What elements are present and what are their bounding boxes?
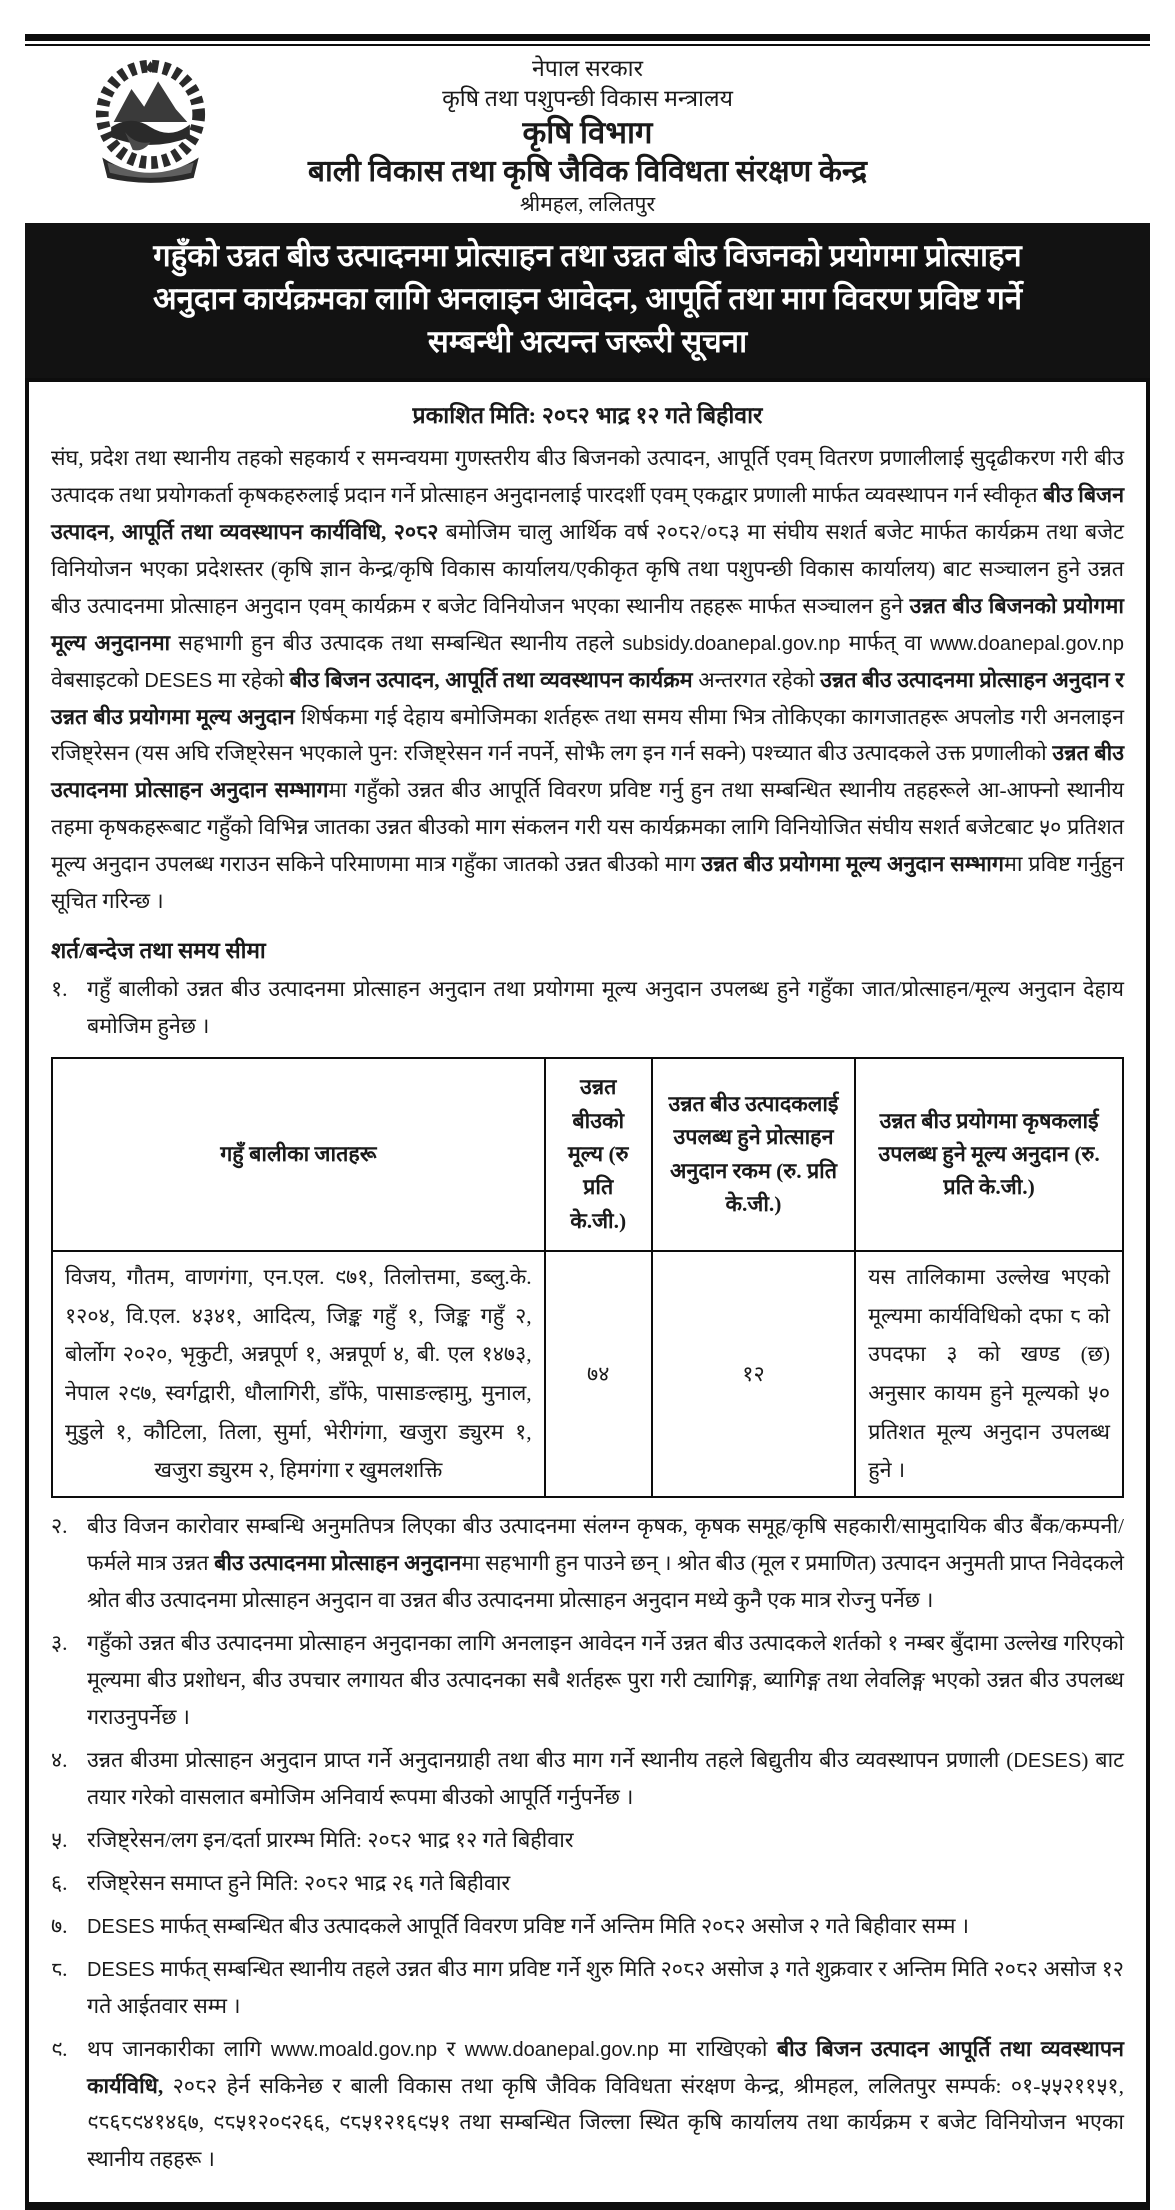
item-number: ४. xyxy=(51,1747,68,1772)
producer-incentive-cell: १२ xyxy=(652,1251,855,1497)
col-header-seed-price: उन्नत बीउको मूल्य (रु प्रति के.जी.) xyxy=(545,1058,652,1251)
item-text xyxy=(87,1951,1124,2025)
banner-line-1: गहुँको उन्नत बीउ उत्पादनमा प्रोत्साहन तथा उन्नत बीउ विजनको प्रयोगमा प्रोत्साहन xyxy=(153,238,1022,274)
item-text: गहुँको उन्नत बीउ उत्पादनमा प्रोत्साहन अनुदानका लागि अनलाइन आवेदन गर्ने उन्नत बीउ उत्पादकले शर्तको १ नम्बर बुँदामा उल्लेख गरिएको मूल्यमा बीउ प्रशोधन, बीउ उपचार लगायत बीउ उत्पादनका सबै शर्तहरू पुरा गरी ट्यागिङ्ग, ब्यागिङ्ग तथा लेवलिङ्ग भएको उन्नत बीउ उपलब्ध गराउनुपर्नेछ । xyxy=(87,1630,1124,1729)
item-seg: ) बाट तयार गरेको वासलात बमोजिम अनिवार्य रूपमा बीउको आपूर्ति गर्नुपर्नेछ । xyxy=(87,1747,1124,1809)
doanepal-url: www.doanepal.gov.np xyxy=(929,632,1124,655)
terms-heading: शर्त/बन्देज तथा समय सीमा xyxy=(51,938,266,964)
letterhead xyxy=(25,46,1150,223)
intro-seg: मार्फत् वा xyxy=(840,630,930,655)
item-text xyxy=(87,2031,1124,2179)
item-text: रजिष्ट्रेसन समाप्त हुने मिति: २०८२ भाद्र २६ गते बिहीवार xyxy=(87,1870,511,1895)
department-name: कृषि विभाग xyxy=(522,114,653,150)
centre-address: श्रीमहल, ललितपुर xyxy=(519,192,656,217)
table-row xyxy=(52,1251,1123,1497)
term-item-5 xyxy=(51,1822,1124,1859)
subsidy-portal-url: subsidy.doanepal.gov.np xyxy=(622,632,841,655)
intro-seg-bold: बीउ बिजन उत्पादन, आपूर्ति तथा व्यवस्थापन कार्यक्रम xyxy=(289,667,693,692)
intro-seg-bold: उन्नत बीउ बिजनको प्रयोगमा मूल्य अनुदानमा xyxy=(51,593,1124,655)
item-seg: र xyxy=(437,2036,465,2061)
item-text xyxy=(87,1742,1124,1816)
intro-seg-bold: उन्नत बीउ प्रयोगमा मूल्य अनुदान सम्भाग xyxy=(701,852,1004,877)
intro-paragraph xyxy=(51,440,1124,921)
item-text: गहुँ बालीको उन्नत बीउ उत्पादनमा प्रोत्साहन अनुदान तथा प्रयोगमा मूल्य अनुदान उपलब्ध हुने गहुँका जात/प्रोत्साहन/मूल्य अनुदान देहाय बमोजिम हुनेछ । xyxy=(87,977,1124,1039)
intro-seg: सहभागी हुन बीउ उत्पादक तथा सम्बन्धित स्थानीय तहले xyxy=(170,630,623,655)
govt-name: नेपाल सरकार xyxy=(531,56,644,81)
intro-seg: शिर्षकमा गई देहाय बमोजिमका शर्तहरू तथा समय सीमा भित्र तोकिएका कागजातहरू अपलोड गरी अनलाइन रजिष्ट्रेसन (यस अघि रजिष्ट्रेसन भएकाले पुन: रजिष्ट्रेसन गर्न नपर्ने, सोझै लग इन गर्न सक्ने) पश्च्यात बीउ उत्पादकले उक्त प्रणालीको xyxy=(51,704,1124,766)
col-header-farmer-price-subsidy: उन्नत बीउ प्रयोगमा कृषकलाई उपलब्ध हुने मूल्य अनुदान (रु. प्रति के.जी.) xyxy=(855,1058,1123,1251)
item-number: ७. xyxy=(51,1913,68,1938)
banner-line-3: सम्बन्धी अत्यन्त जरूरी सूचना xyxy=(427,323,748,359)
doanepal-url: www.doanepal.gov.np xyxy=(464,2038,659,2061)
moald-url: www.moald.gov.np xyxy=(270,2038,438,2061)
wheat-subsidy-table xyxy=(51,1057,1124,1498)
col-header-producer-incentive: उन्नत बीउ उत्पादकलाई उपलब्ध हुने प्रोत्साहन अनुदान रकम (रु. प्रति के.जी.) xyxy=(652,1058,855,1251)
intro-seg: मा रहेको xyxy=(212,667,290,692)
term-item-9 xyxy=(51,2031,1124,2179)
deses-label: DESES xyxy=(87,1915,155,1938)
item-seg-bold: बीउ बिजन उत्पादन आपूर्ति तथा व्यवस्थापन कार्यविधि, xyxy=(87,2036,1124,2098)
seed-price-cell: ७४ xyxy=(545,1251,652,1497)
term-item-2 xyxy=(51,1508,1124,1619)
item-number: ८. xyxy=(51,1956,68,1981)
item-seg: मा सहभागी हुन पाउने छन् । श्रोत बीउ (मूल र प्रमाणित) उत्पादन अनुमती प्राप्त निवेदकले श्रोत बीउ उत्पादनमा प्रोत्साहन अनुदान वा उन्नत बीउ उत्पादनमा प्रोत्साहन अनुदान मध्ये कुनै एक मात्र रोज्नु पर्नेछ । xyxy=(87,1550,1124,1612)
item-seg-bold: बीउ उत्पादनमा प्रोत्साहन अनुदान xyxy=(214,1550,462,1575)
term-item-4 xyxy=(51,1742,1124,1816)
intro-seg: संघ, प्रदेश तथा स्थानीय तहको सहकार्य र समन्वयमा गुणस्तरीय बीउ बिजनको उत्पादन, आपूर्ति एवम् वितरण प्रणालीलाई सुदृढीकरण गरी बीउ उत्पादक तथा प्रयोगकर्ता कृषकहरुलाई प्रदान गर्ने प्रोत्साहन अनुदानलाई पारदर्शी एवम् एकद्वार प्रणाली मार्फत व्यवस्थापन गर्न स्वीकृत xyxy=(51,445,1124,507)
intro-seg: मा प्रविष्ट गर्नुहुन सूचित गरिन्छ । xyxy=(51,852,1124,914)
term-item-7 xyxy=(51,1908,1124,1945)
item-text xyxy=(87,1508,1124,1619)
item-number: २. xyxy=(51,1513,68,1538)
banner-line-2: अनुदान कार्यक्रमका लागि अनलाइन आवेदन, आपूर्ति तथा माग विवरण प्रविष्ट गर्ने xyxy=(152,281,1023,317)
item-seg: २०८२ हेर्न सकिनेछ र बाली विकास तथा कृषि जैविक विविधता संरक्षण केन्द्र, श्रीमहल, ललितपुर सम्पर्क: ०१-५५२११५१, ९८६८९४१४६७, ९८५१२०९२६६, ९८५१२१६९५१ तथा सम्बन्धित जिल्ला स्थित कृषि कार्यालय तथा कार्यक्रम र बजेट विनियोजन भएका स्थानीय तहहरू । xyxy=(87,2073,1124,2172)
term-item-3 xyxy=(51,1625,1124,1736)
item-seg: मार्फत् सम्बन्धित स्थानीय तहले उन्नत बीउ माग प्रविष्ट गर्ने शुरु मिति २०८२ असोज ३ गते शुक्रवार र अन्तिम मिति २०८२ असोज १२ गते आईतवार सम्म । xyxy=(87,1956,1124,2018)
nepal-government-emblem-icon xyxy=(73,56,228,188)
intro-seg-bold: उन्नत बीउ उत्पादनमा प्रोत्साहन अनुदान सम्भाग xyxy=(51,741,1125,803)
term-item-1 xyxy=(51,971,1124,1045)
centre-name: बाली विकास तथा कृषि जैविक विविधता संरक्षण केन्द्र xyxy=(307,154,868,188)
item-seg: मा राखिएको xyxy=(658,2036,777,2061)
item-number: ६. xyxy=(51,1870,68,1895)
notice-body-box xyxy=(25,378,1150,2210)
item-seg: थप जानकारीका लागि xyxy=(87,2036,271,2061)
item-seg: मार्फत् सम्बन्धित बीउ उत्पादकले आपूर्ति विवरण प्रविष्ट गर्ने अन्तिम मिति २०८२ असोज २ गते बिहीवार सम्म । xyxy=(154,1913,970,1938)
notice-page xyxy=(0,34,1175,2210)
ministry-name: कृषि तथा पशुपन्छी विकास मन्त्रालय xyxy=(442,85,733,111)
item-seg: उन्नत बीउमा प्रोत्साहन अनुदान प्राप्त गर्ने अनुदानग्राही तथा बीउ माग गर्ने स्थानीय तहले बिद्युतीय बीउ व्यवस्थापन प्रणाली ( xyxy=(87,1747,1014,1772)
table-header-row xyxy=(52,1058,1123,1251)
item-number: ३. xyxy=(51,1630,68,1655)
term-item-8 xyxy=(51,1951,1124,2025)
intro-seg: बमोजिम चालु आर्थिक वर्ष २०८२/०८३ मा संघीय सशर्त बजेट मार्फत कार्यक्रम तथा बजेट विनियोजन भएका प्रदेशस्तर (कृषि ज्ञान केन्द्र/कृषि विकास कार्यालय/एकीकृत कृषि तथा पशुपन्छी विकास कार्यालय) बाट सञ्चालन हुने उन्नत बीउ उत्पादनमा प्रोत्साहन अनुदान एवम् कार्यक्रम र बजेट विनियोजन भएका स्थानीय तहहरू मार्फत सञ्चालन हुने xyxy=(51,519,1124,618)
deses-label: DESES xyxy=(87,1958,155,1981)
item-number: ५. xyxy=(51,1827,68,1852)
notice-title-banner xyxy=(25,223,1150,377)
intro-seg-bold: उन्नत बीउ उत्पादनमा प्रोत्साहन अनुदान र उन्नत बीउ प्रयोगमा मूल्य अनुदान xyxy=(51,667,1125,729)
item-seg: बीउ विजन कारोवार सम्बन्धि अनुमतिपत्र लिएका बीउ उत्पादनमा संलग्न कृषक, कृषक समूह/कृषि सहकारी/सामुदायिक बीउ बैंक/कम्पनी/फर्मले मात्र उन्नत xyxy=(87,1513,1124,1575)
top-double-rule xyxy=(25,34,1150,46)
item-text xyxy=(87,1908,1124,1945)
term-item-6 xyxy=(51,1865,1124,1902)
published-date: प्रकाशित मिति: २०८२ भाद्र १२ गते बिहीवार xyxy=(412,402,763,428)
item-number: १. xyxy=(51,977,68,1002)
item-number: ९. xyxy=(51,2036,68,2061)
col-header-varieties: गहुँ बालीका जातहरू xyxy=(52,1058,545,1251)
item-text: रजिष्ट्रेसन/लग इन/दर्ता प्रारम्भ मिति: २०८२ भाद्र १२ गते बिहीवार xyxy=(87,1827,574,1852)
price-subsidy-note-cell: यस तालिकामा उल्लेख भएको मूल्यमा कार्यविधिको दफा ८ को उपदफा ३ को खण्ड (छ) अनुसार कायम हुने मूल्यको ५० प्रतिशत मूल्य अनुदान उपलब्ध हुने । xyxy=(855,1251,1123,1497)
intro-seg: मा गहुँको उन्नत बीउ आपूर्ति विवरण प्रविष्ट गर्नु हुन तथा सम्बन्धित स्थानीय तहहरूले आ-आफ्नो स्थानीय तहमा कृषकहरूबाट गहुँको विभिन्न जातका उन्नत बीउको माग संकलन गरी यस कार्यक्रमका लागि विनियोजित संघीय सशर्त बजेटबाट ५० प्रतिशत मूल्य अनुदान उपलब्ध गराउन सकिने परिमाणमा मात्र गहुँका जातको उन्नत बीउको माग xyxy=(51,778,1125,877)
deses-label: DESES xyxy=(1013,1749,1082,1772)
deses-label: DESES xyxy=(144,669,213,692)
varieties-cell: विजय, गौतम, वाणगंगा, एन.एल. ९७१, तिलोत्तमा, डब्लु.के. १२०४, वि.एल. ४३४१, आदित्य, जिङ्क गहुँ १, जिङ्क गहुँ २, बोर्लोग २०२०, भृकुटी, अन्नपूर्ण १, अन्नपूर्ण ४, बी. एल १४७३, नेपाल २९७, स्वर्गद्वारी, धौलागिरी, डाँफे, पासाङल्हामु, मुनाल, मुडुले १, कौटिला, तिला, सुर्मा, भेरीगंगा, खजुरा ड्युरम १, खजुरा ड्युरम २, हिमगंगा र खुमलशक्ति xyxy=(52,1251,545,1497)
intro-seg-bold: बीउ बिजन उत्पादन, आपूर्ति तथा व्यवस्थापन कार्यविधि, २०८२ xyxy=(51,482,1125,544)
intro-seg: वेबसाइटको xyxy=(51,667,145,692)
intro-seg: अन्तरगत रहेको xyxy=(692,667,821,692)
